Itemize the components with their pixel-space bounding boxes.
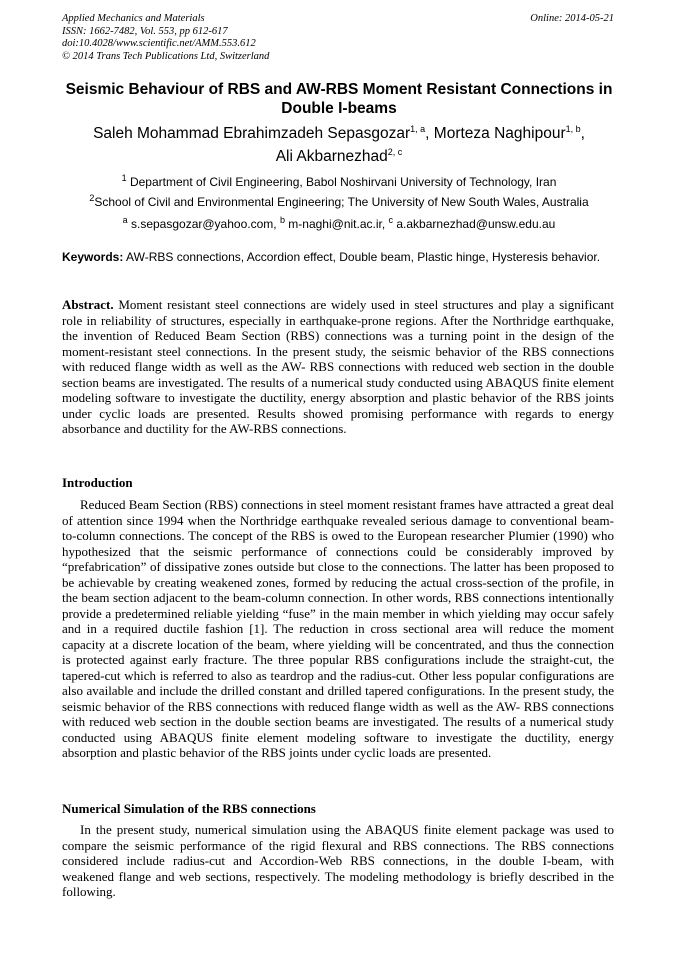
email-link[interactable]: m-naghi@nit.ac.ir, bbox=[288, 217, 386, 231]
email-marker: b bbox=[279, 215, 285, 225]
abstract bbox=[62, 297, 614, 437]
affiliation-text: Department of Civil Engineering, Babol Noshirvani University of Technology, Iran bbox=[129, 175, 557, 189]
email-marker: c bbox=[388, 215, 394, 225]
affiliation-text: School of Civil and Environmental Engineering; The University of New South Wales, Australia bbox=[94, 195, 589, 209]
keywords-label: Keywords: bbox=[62, 250, 124, 264]
affiliation-marker: 1 bbox=[121, 173, 127, 183]
author-name: Ali Akbarnezhad bbox=[275, 148, 388, 165]
author-list: Saleh Mohammad Ebrahimzadeh Sepasgozar$^{1, a}$, Morteza Naghipour$^{1, b}$, Ali Akbarnezhad$^{2, c}$ bbox=[93, 123, 585, 165]
doi-line: doi:10.4028/www.scientific.net/AMM.553.612 bbox=[62, 38, 256, 49]
email-marker: a bbox=[122, 215, 128, 225]
journal-name: Applied Mechanics and Materials bbox=[62, 13, 205, 24]
author-affiliation-marker: 1, a bbox=[410, 123, 426, 134]
email-link[interactable]: a.akbarnezhad@unsw.edu.au bbox=[396, 217, 556, 231]
affiliation bbox=[40, 195, 638, 210]
journal-header bbox=[62, 13, 614, 63]
copyright-line: © 2014 Trans Tech Publications Ltd, Switzerland bbox=[62, 50, 270, 62]
introduction-paragraph: Reduced Beam Section (RBS) connections in steel moment resistant frames have attracted a great deal of attention since 1994 when the Northridge earthquake revealed serious damage to conventional beam-to-column connections. The concept of the RBS is owed to the European researcher Plumier (1990) who hypothesized that the seismic performance of connections could be considerably improved by “prefabrication” of dissipative zones outside but close to the connections. The latter has been proposed to be achievable by creating weakened zones, formed by reducing the actual cross-section of the profile, in the beam section adjacent to the beam-column connection. In other words, RBS connections intentionally provide a predetermined reliable yielding “fuse” in the main member in which yielding may occur safely and in a required ductile fashion [1]. The reduction in cross sectional area will reduce the moment capacity at a discrete location of the beam, where yielding will be concentrated, and thus the connection is protected against early fracture. The three popular RBS configurations include the straight-cut, the tapered-cut which is referred to also as teardrop and the radius-cut. Other less popular configurations are also available and include the drilled constant and drilled tapered configurations. In the present study, the seismic behavior of the RBS connections with reduced flange width as well as the AW- RBS connections with reduced web section in the double section beams are investigated. The results of a numerical study conducted using ABAQUS finite element modeling software to investigate the ductility, energy absorption and plastic behavior of the RBS joints under cyclic loads are presented. bbox=[62, 497, 614, 760]
abstract-label: Abstract. bbox=[62, 297, 114, 312]
affiliation-marker: 2 bbox=[89, 193, 95, 203]
online-date: Online: 2014-05-21 bbox=[530, 13, 614, 24]
abstract-text: Moment resistant steel connections are widely used in steel structures and play a significant role in reliability of structures, especially in earthquake-prone regions. After the Northridge earthquake, the invention of Reduced Beam Section (RBS) connections was a turning point in the design of the moment-resistant steel connections. In the present study, the seismic behavior of the RBS connections with reduced flange width as well as the AW- RBS connections with reduced web section in the double section beams are investigated. The results of a numerical study conducted using ABAQUS finite element modeling software to investigate the ductility, energy absorption and plastic behavior of the RBS joints under cyclic loads are presented. Results showed promising performance with regards to energy absorbance and ductility for the AW-RBS connections. bbox=[62, 297, 614, 436]
author-name: Saleh Mohammad Ebrahimzadeh Sepasgozar bbox=[93, 125, 411, 142]
issn-line: ISSN: 1662-7482, Vol. 553, pp 612-617 bbox=[62, 25, 228, 37]
numerical-simulation-paragraph: In the present study, numerical simulation using the ABAQUS finite element package was used to compare the seismic performance of the rigid flexural and RBS connections. The RBS connections considered include radius-cut and Accordion-Web RBS connections, in the double I-beam, with weakened flange and web sections, respectively. The modeling methodology is briefly described in the following. bbox=[62, 822, 614, 899]
paper-title: Seismic Behaviour of RBS and AW-RBS Moment Resistant Connections in Double I-beams bbox=[65, 81, 613, 117]
email-link[interactable]: s.sepasgozar@yahoo.com, bbox=[131, 217, 277, 231]
author-name: Morteza Naghipour bbox=[433, 125, 566, 142]
keywords bbox=[62, 250, 614, 265]
section-heading-introduction: Introduction bbox=[62, 475, 133, 490]
author-affiliation-marker: 1, b bbox=[565, 123, 581, 134]
keywords-text: AW-RBS connections, Accordion effect, Double beam, Plastic hinge, Hysteresis behavior. bbox=[126, 250, 601, 264]
author-affiliation-marker: 2, c bbox=[387, 146, 403, 157]
affiliation bbox=[40, 175, 638, 190]
section-heading-numerical-simulation: Numerical Simulation of the RBS connections bbox=[62, 801, 316, 816]
email-list bbox=[40, 217, 638, 232]
